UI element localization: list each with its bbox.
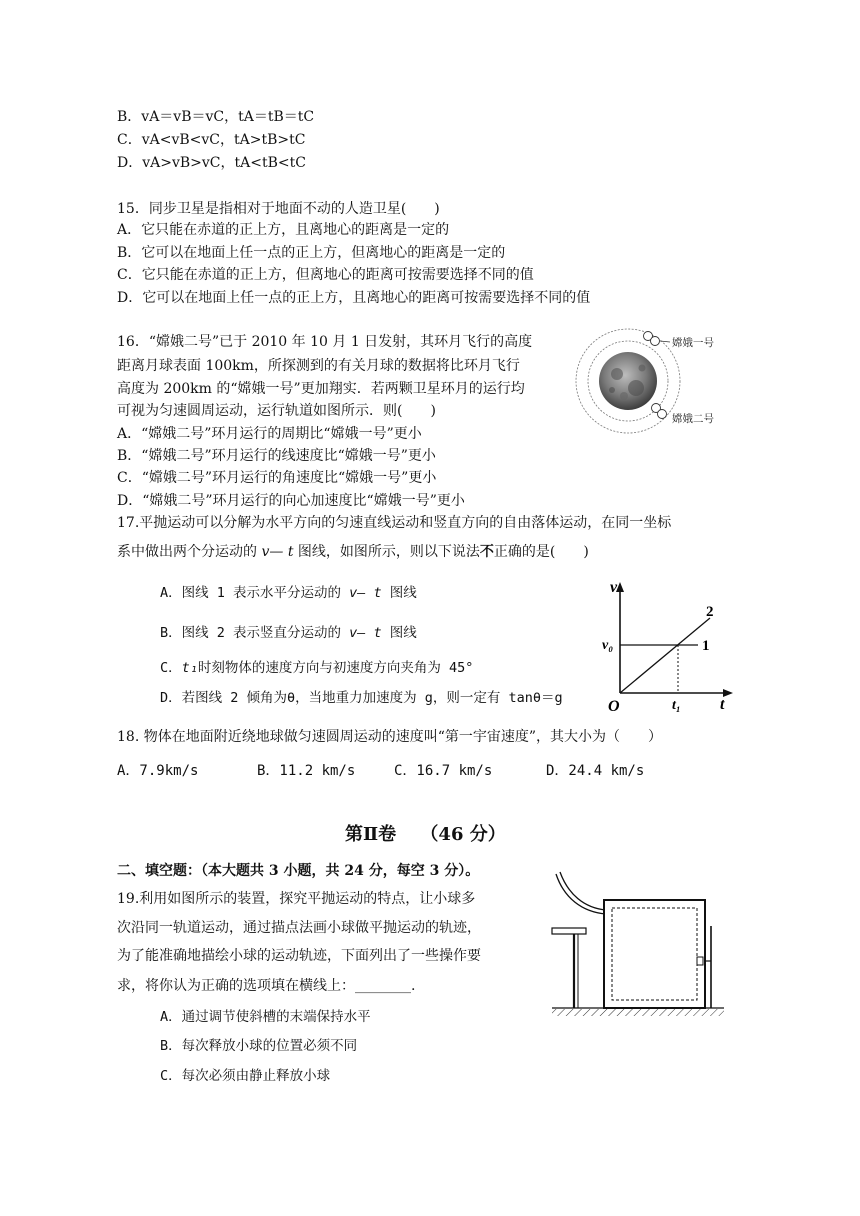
q14-option-b: B．vA＝vB＝vC，tA＝tB＝tC (117, 109, 315, 125)
q19-stem-line-1: 19.利用如图所示的装置，探究平抛运动的特点，让小球多 (117, 891, 476, 907)
origin-label: O (608, 698, 620, 713)
line-1-label: 1 (702, 638, 710, 654)
q18-option-c: C．16.7 km/s (394, 763, 493, 779)
moon (599, 352, 657, 410)
q19-apparatus-figure (548, 864, 728, 1022)
label-change-2: 嫦娥二号 (672, 414, 714, 425)
t-axis-label: t (720, 696, 725, 713)
q16-stem-line-2: 距离月球表面 100km，所探测到的有关月球的数据将比环月飞行 (117, 358, 520, 374)
q19-option-c: C．每次必须由静止释放小球 (160, 1068, 331, 1084)
v-axis-label: v (610, 579, 618, 596)
q18-stem: 18. 物体在地面附近绕地球做匀速圆周运动的速度叫“第一宇宙速度”，其大小为（ ） (117, 729, 663, 745)
q16-option-b: B．“嫦娥二号”环月运行的线速度比“嫦娥一号”更小 (117, 448, 436, 464)
q17-option-d: D．若图线 2 倾角为θ，当地重力加速度为 g，则一定有 tanθ＝g (160, 690, 563, 706)
q16-stem-line-4: 可视为匀速圆周运动，运行轨道如图所示．则( ) (117, 403, 436, 419)
part-2-heading: 二、填空题：（本大题共 3 小题，共 24 分，每空 3 分）。 (117, 863, 480, 879)
q15-stem: 15．同步卫星是指相对于地面不动的人造卫星( ) (117, 201, 440, 217)
q19-stem-line-3: 为了能准确地描绘小球的运动轨迹，下面列出了一些操作要 (117, 948, 481, 964)
v0-label: v₀ (602, 638, 614, 653)
q16-option-a: A．“嫦娥二号”环月运行的周期比“嫦娥一号”更小 (117, 426, 422, 442)
graph-line-2 (620, 618, 710, 693)
section-2-title: 第Ⅱ卷 （46 分） (345, 824, 506, 845)
q19-stem-line-4: 求，将你认为正确的选项填在横线上：________. (117, 978, 416, 994)
label-change-1: 嫦娥一号 (672, 338, 714, 349)
q15-option-a: A．它只能在赤道的正上方，且离地心的距离是一定的 (117, 222, 450, 238)
q15-option-b: B．它可以在地面上任一点的正上方，但离地心的距离是一定的 (117, 245, 506, 261)
q17-option-a: A．图线 1 表示水平分运动的 v— t 图线 (160, 585, 417, 601)
q16-option-d: D．“嫦娥二号”环月运行的向心加速度比“嫦娥一号”更小 (117, 493, 465, 509)
q15-option-d: D．它可以在地面上任一点的正上方，且离地心的距离可按需要选择不同的值 (117, 290, 591, 306)
q19-option-b: B．每次释放小球的位置必须不同 (160, 1038, 358, 1054)
q19-stem-line-2: 次沿同一轨道运动，通过描点法画小球做平抛运动的轨迹， (117, 920, 481, 936)
q17-stem-line-1: 17.平抛运动可以分解为水平方向的匀速直线运动和竖直方向的自由落体运动，在同一坐标 (117, 515, 672, 531)
q15-option-c: C．它只能在赤道的正上方，但离地心的距离可按需要选择不同的值 (117, 267, 534, 283)
q18-option-b: B．11.2 km/s (257, 763, 356, 779)
board (604, 900, 705, 1008)
q16-stem-line-1: 16．“嫦娥二号”已于 2010 年 10 月 1 日发射，其环月飞行的高度 (117, 334, 533, 350)
q19-option-a: A．通过调节使斜槽的末端保持水平 (160, 1009, 371, 1025)
q17-option-c: C．t₁时刻物体的速度方向与初速度方向夹角为 45° (160, 660, 474, 676)
q16-option-c: C．“嫦娥二号”环月运行的角速度比“嫦娥一号”更小 (117, 470, 437, 486)
satellite-1 (644, 332, 671, 346)
q14-option-c: C．vA<vB<vC，tA>tB>tC (117, 132, 306, 148)
q16-orbit-figure (572, 326, 747, 436)
q14-option-d: D．vA>vB>vC，tA<tB<tC (117, 155, 306, 171)
q16-stem-line-3: 高度为 200km 的“嫦娥一号”更加翔实．若两颗卫星环月的运行均 (117, 381, 525, 397)
q17-option-b: B．图线 2 表示竖直分运动的 v— t 图线 (160, 625, 417, 641)
table-top (552, 928, 586, 934)
satellite-2 (652, 404, 667, 419)
q17-vt-graph (598, 578, 738, 713)
t1-label: t₁ (672, 698, 681, 713)
line-2-label: 2 (706, 604, 714, 620)
q17-stem-line-2: 系中做出两个分运动的 v— t 图线，如图所示，则以下说法不正确的是( ) (117, 544, 589, 560)
q18-option-a: A．7.9km/s (117, 763, 199, 779)
q18-option-d: D．24.4 km/s (546, 763, 645, 779)
